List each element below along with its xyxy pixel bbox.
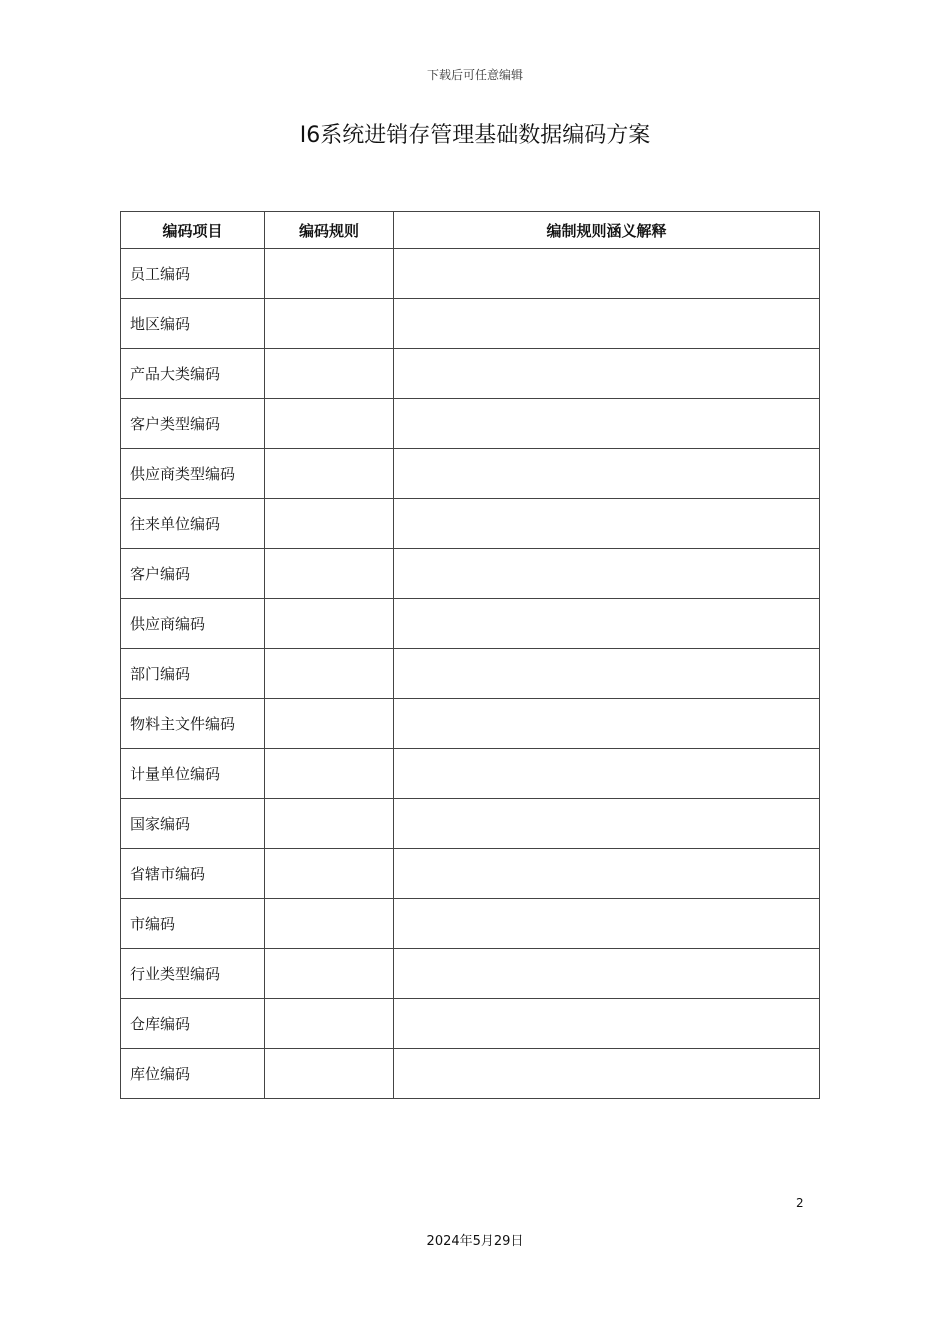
item-name-cell: 库位编码 (121, 1049, 265, 1099)
explanation-cell[interactable] (394, 349, 820, 399)
rule-cell[interactable] (265, 349, 394, 399)
rule-cell[interactable] (265, 1049, 394, 1099)
table-row (121, 599, 820, 649)
table-row (121, 799, 820, 849)
column-header-item: 编码项目 (121, 212, 265, 249)
document-title: I6系统进销存管理基础数据编码方案 (299, 123, 651, 148)
table-row (121, 399, 820, 449)
table-row (121, 899, 820, 949)
column-header-explanation: 编制规则涵义解释 (394, 212, 820, 249)
item-name-cell: 往来单位编码 (121, 499, 265, 549)
column-header-rule: 编码规则 (265, 212, 394, 249)
table-row (121, 649, 820, 699)
table-row (121, 349, 820, 399)
table-row (121, 949, 820, 999)
coding-scheme-table (120, 211, 820, 1099)
explanation-cell[interactable] (394, 849, 820, 899)
table-row (121, 549, 820, 599)
explanation-cell[interactable] (394, 249, 820, 299)
explanation-cell[interactable] (394, 299, 820, 349)
item-name-cell: 员工编码 (121, 249, 265, 299)
item-name-cell: 计量单位编码 (121, 749, 265, 799)
rule-cell[interactable] (265, 499, 394, 549)
explanation-cell[interactable] (394, 599, 820, 649)
explanation-cell[interactable] (394, 699, 820, 749)
header-note: 下载后可任意编辑 (426, 68, 523, 82)
explanation-cell[interactable] (394, 549, 820, 599)
explanation-cell[interactable] (394, 949, 820, 999)
table-row (121, 499, 820, 549)
item-name-cell: 供应商类型编码 (121, 449, 265, 499)
footer-date: 2024年5月29日 (426, 1234, 524, 1249)
table-row (121, 449, 820, 499)
item-name-cell: 供应商编码 (121, 599, 265, 649)
rule-cell[interactable] (265, 549, 394, 599)
table-row (121, 249, 820, 299)
item-name-cell: 产品大类编码 (121, 349, 265, 399)
rule-cell[interactable] (265, 599, 394, 649)
item-name-cell: 部门编码 (121, 649, 265, 699)
rule-cell[interactable] (265, 299, 394, 349)
explanation-cell[interactable] (394, 799, 820, 849)
rule-cell[interactable] (265, 699, 394, 749)
table-header-row (121, 212, 820, 249)
table-row (121, 699, 820, 749)
item-name-cell: 国家编码 (121, 799, 265, 849)
table-body (121, 249, 820, 1099)
page-number: 2 (796, 1196, 804, 1210)
rule-cell[interactable] (265, 899, 394, 949)
explanation-cell[interactable] (394, 899, 820, 949)
table-row (121, 849, 820, 899)
table-row (121, 999, 820, 1049)
item-name-cell: 行业类型编码 (121, 949, 265, 999)
rule-cell[interactable] (265, 249, 394, 299)
explanation-cell[interactable] (394, 499, 820, 549)
item-name-cell: 地区编码 (121, 299, 265, 349)
explanation-cell[interactable] (394, 449, 820, 499)
table-row (121, 299, 820, 349)
table-row (121, 1049, 820, 1099)
explanation-cell[interactable] (394, 749, 820, 799)
explanation-cell[interactable] (394, 649, 820, 699)
rule-cell[interactable] (265, 449, 394, 499)
explanation-cell[interactable] (394, 399, 820, 449)
item-name-cell: 省辖市编码 (121, 849, 265, 899)
rule-cell[interactable] (265, 749, 394, 799)
rule-cell[interactable] (265, 399, 394, 449)
rule-cell[interactable] (265, 949, 394, 999)
rule-cell[interactable] (265, 799, 394, 849)
item-name-cell: 市编码 (121, 899, 265, 949)
rule-cell[interactable] (265, 999, 394, 1049)
explanation-cell[interactable] (394, 999, 820, 1049)
item-name-cell: 客户类型编码 (121, 399, 265, 449)
item-name-cell: 客户编码 (121, 549, 265, 599)
table-row (121, 749, 820, 799)
rule-cell[interactable] (265, 649, 394, 699)
rule-cell[interactable] (265, 849, 394, 899)
item-name-cell: 仓库编码 (121, 999, 265, 1049)
item-name-cell: 物料主文件编码 (121, 699, 265, 749)
explanation-cell[interactable] (394, 1049, 820, 1099)
